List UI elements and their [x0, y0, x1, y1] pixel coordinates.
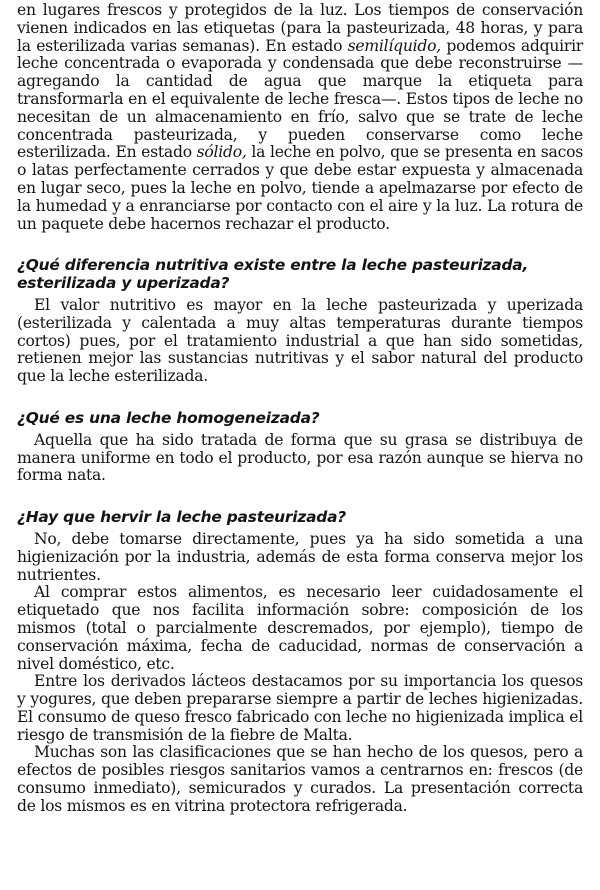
text-run: Muchas son las clasificaciones que se han hecho de los quesos, pero a efectos de posibles riesgos sanitarios vamos a centrarnos en: frescos (de consumo inmediato), semicurados y curados. La presentación correcta de los mismos es en vitrina protectora refrigerada.	[17, 743, 583, 815]
section-heading: ¿Hay que hervir la leche pasteurizada?	[17, 508, 346, 527]
section-heading: ¿Qué es una leche homogeneizada?	[17, 408, 320, 427]
italic-term: sólido,	[196, 143, 247, 162]
text-run: Al comprar estos alimentos, es necesario leer cuidadosamente el etiquetado que nos facilita información sobre: composición de los mismos (total o parcialmente descremados, por ejemplo), tiempo de conservación máxima, fecha de caducidad, normas de conservación a nivel doméstico, etc.	[17, 583, 583, 673]
body-paragraph	[17, 2, 583, 233]
block-gap	[17, 485, 583, 509]
body-paragraph	[17, 297, 583, 386]
body-paragraph	[17, 531, 583, 584]
document-page	[17, 2, 583, 816]
text-run: Aquella que ha sido tratada de forma que su grasa se distribuya de manera uniforme en todo el producto, por esa razón aunque se hierva no forma nata.	[17, 430, 583, 485]
body-paragraph	[17, 432, 583, 485]
block-gap	[17, 233, 583, 257]
text-run: No, debe tomarse directamente, pues ya ha sido sometida a una higienización por la industria, además de esta forma conserva mejor los nutrientes.	[17, 529, 583, 584]
text-run: podemos adquirir leche concentrada o evaporada y condensada que debe reconstruirse —agregando la cantidad de agua que marque la etiqueta para transformarla en el equivalente de leche fresca—. Estos tipos de leche no necesitan de un almacenamiento en frío, salvo que se trate de leche concentrada pasteurizada, y pueden conservarse como leche esterilizada. En estado	[17, 36, 584, 162]
text-run: El valor nutritivo es mayor en la leche pasteurizada y uperizada (esterilizada y calentada a muy altas temperaturas durante tiempos cortos) pues, por el tratamiento industrial a que han sido sometidas, retienen mejor las sustancias nutritivas y el sabor natural del producto que la leche esterilizada.	[17, 295, 583, 386]
italic-term: semilíquido,	[347, 36, 441, 55]
body-paragraph	[17, 744, 583, 815]
body-paragraph	[17, 584, 583, 673]
text-run: Entre los derivados lácteos destacamos por su importancia los quesos y yogures, que deben prepararse siempre a partir de leches higienizadas. El consumo de queso fresco fabricado con leche no higienizada implica el riesgo de transmisión de la fiebre de Malta.	[17, 672, 583, 744]
section-heading: ¿Qué diferencia nutritiva existe entre la leche pasteurizada, esterilizada y uperizada?	[17, 256, 529, 293]
block-gap	[17, 386, 583, 410]
text-run: en lugares frescos y protegidos de la luz. Los tiempos de conservación vienen indicados en las etiquetas (para la pasteurizada, 48 horas, y para la esterilizada varias semanas). En estado	[17, 1, 583, 55]
text-run: la leche en polvo, que se presenta en sacos o latas perfectamente cerrados y que debe estar expuesta y almacenada en lugar seco, pues la leche en polvo, tiende a apelmazarse por efecto de la humedad y a enranciarse por contacto con el aire y la luz. La rotura de un paquete debe hacernos rechazar el producto.	[17, 143, 583, 233]
body-paragraph	[17, 673, 583, 744]
